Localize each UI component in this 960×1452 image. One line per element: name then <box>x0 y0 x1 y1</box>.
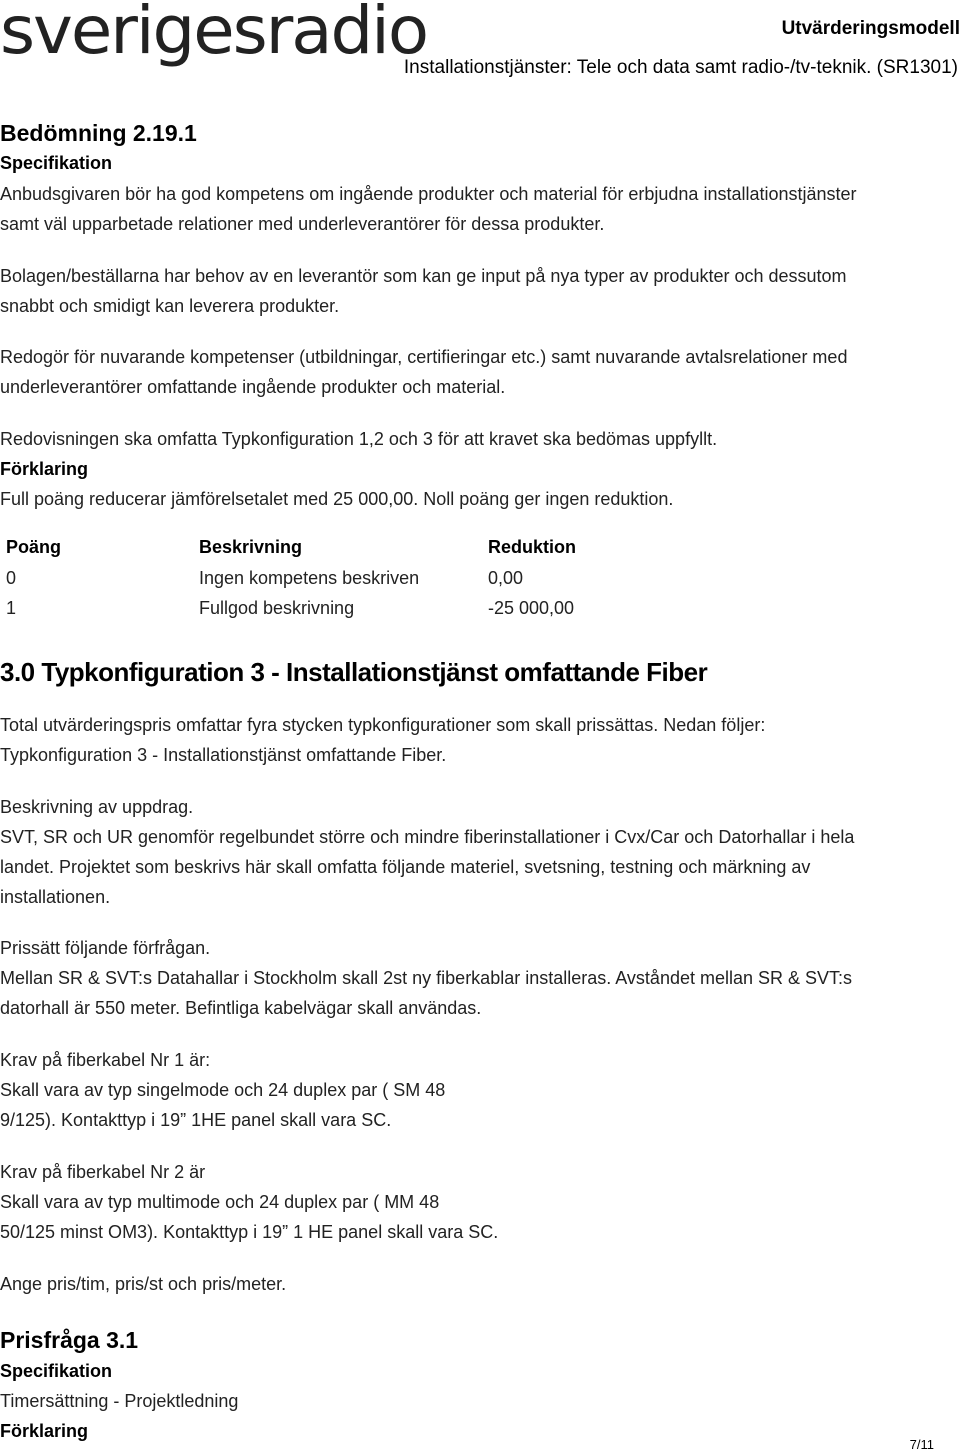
paragraph-line: Krav på fiberkabel Nr 2 är <box>0 1162 206 1182</box>
explanation-text: Full poäng reducerar jämförelsetalet med 25 000,00. Noll poäng ger ingen reduktion. <box>0 489 674 509</box>
spec-label: Specifikation <box>0 1361 113 1381</box>
paragraph-line: Typkonfiguration 3 - Installationstjänst omfattande Fiber. <box>0 745 447 765</box>
section-heading-typkonfiguration-3: 3.0 Typkonfiguration 3 - Installationstjänst omfattande Fiber <box>0 657 708 687</box>
section-heading-prisfraga: Prisfråga 3.1 <box>0 1327 139 1353</box>
page-number: 7/11 <box>909 1437 934 1452</box>
paragraph-line: 50/125 minst OM3). Kontakttyp i 19” 1 HE panel skall vara SC. <box>0 1222 499 1242</box>
table-cell-poang: 1 <box>6 598 17 618</box>
paragraph-line: underleverantörer omfattande ingående produkter och material. <box>0 377 506 397</box>
spec-text: Timersättning - Projektledning <box>0 1391 239 1411</box>
table-cell-reduktion: -25 000,00 <box>488 598 575 618</box>
paragraph-line: installationen. <box>0 887 111 907</box>
paragraph-line: Beskrivning av uppdrag. <box>0 797 194 817</box>
table-header-beskrivning: Beskrivning <box>199 537 303 557</box>
spec-label: Specifikation <box>0 153 113 173</box>
explanation-label: Förklaring <box>0 459 89 479</box>
paragraph-line: Redogör för nuvarande kompetenser (utbildningar, certifieringar etc.) samt nuvarande avtalsrelationer med <box>0 347 848 367</box>
paragraph-line: Skall vara av typ singelmode och 24 duplex par ( SM 48 <box>0 1080 446 1100</box>
sveriges-radio-logo: sverigesradio <box>0 0 427 69</box>
paragraph-line: Bolagen/beställarna har behov av en leverantör som kan ge input på nya typer av produkter och dessutom <box>0 266 847 286</box>
paragraph-line: samt väl upparbetade relationer med underleverantörer för dessa produkter. <box>0 214 605 234</box>
paragraph-line: Ange pris/tim, pris/st och pris/meter. <box>0 1274 287 1294</box>
table-header-reduktion: Reduktion <box>488 537 576 557</box>
document-subtitle: Installationstjänster: Tele och data samt radio-/tv-teknik. (SR1301) <box>403 57 958 78</box>
paragraph-line: Total utvärderingspris omfattar fyra stycken typkonfigurationer som skall prissättas. Nedan följer: <box>0 715 766 735</box>
paragraph-line: Redovisningen ska omfatta Typkonfiguration 1,2 och 3 för att kravet ska bedömas uppfyllt. <box>0 429 718 449</box>
paragraph-line: SVT, SR och UR genomför regelbundet större och mindre fiberinstallationer i Cvx/Car och Datorhallar i hela <box>0 827 855 847</box>
paragraph-line: 9/125). Kontakttyp i 19” 1HE panel skall vara SC. <box>0 1110 392 1130</box>
table-cell-reduktion: 0,00 <box>488 568 524 588</box>
table-header-poang: Poäng <box>6 537 62 557</box>
section-heading-bedomning: Bedömning 2.19.1 <box>0 120 197 146</box>
table-cell-beskrivning: Ingen kompetens beskriven <box>199 568 420 588</box>
paragraph-line: Krav på fiberkabel Nr 1 är: <box>0 1050 211 1070</box>
document-title: Utvärderingsmodell <box>781 18 960 39</box>
paragraph-line: snabbt och smidigt kan leverera produkter. <box>0 296 340 316</box>
table-cell-poang: 0 <box>6 568 17 588</box>
table-cell-beskrivning: Fullgod beskrivning <box>199 598 355 618</box>
paragraph-line: datorhall är 550 meter. Befintliga kabelvägar skall användas. <box>0 998 482 1018</box>
paragraph-line: Mellan SR & SVT:s Datahallar i Stockholm skall 2st ny fiberkablar installeras. Avståndet mellan SR & SVT:s <box>0 968 853 988</box>
paragraph-line: landet. Projektet som beskrivs här skall omfatta följande materiel, svetsning, testning och märkning av <box>0 857 811 877</box>
paragraph-line: Skall vara av typ multimode och 24 duplex par ( MM 48 <box>0 1192 440 1212</box>
explanation-label: Förklaring <box>0 1421 89 1441</box>
paragraph-line: Prissätt följande förfrågan. <box>0 938 211 958</box>
paragraph-line: Anbudsgivaren bör ha god kompetens om ingående produkter och material för erbjudna installationstjänster <box>0 184 857 204</box>
